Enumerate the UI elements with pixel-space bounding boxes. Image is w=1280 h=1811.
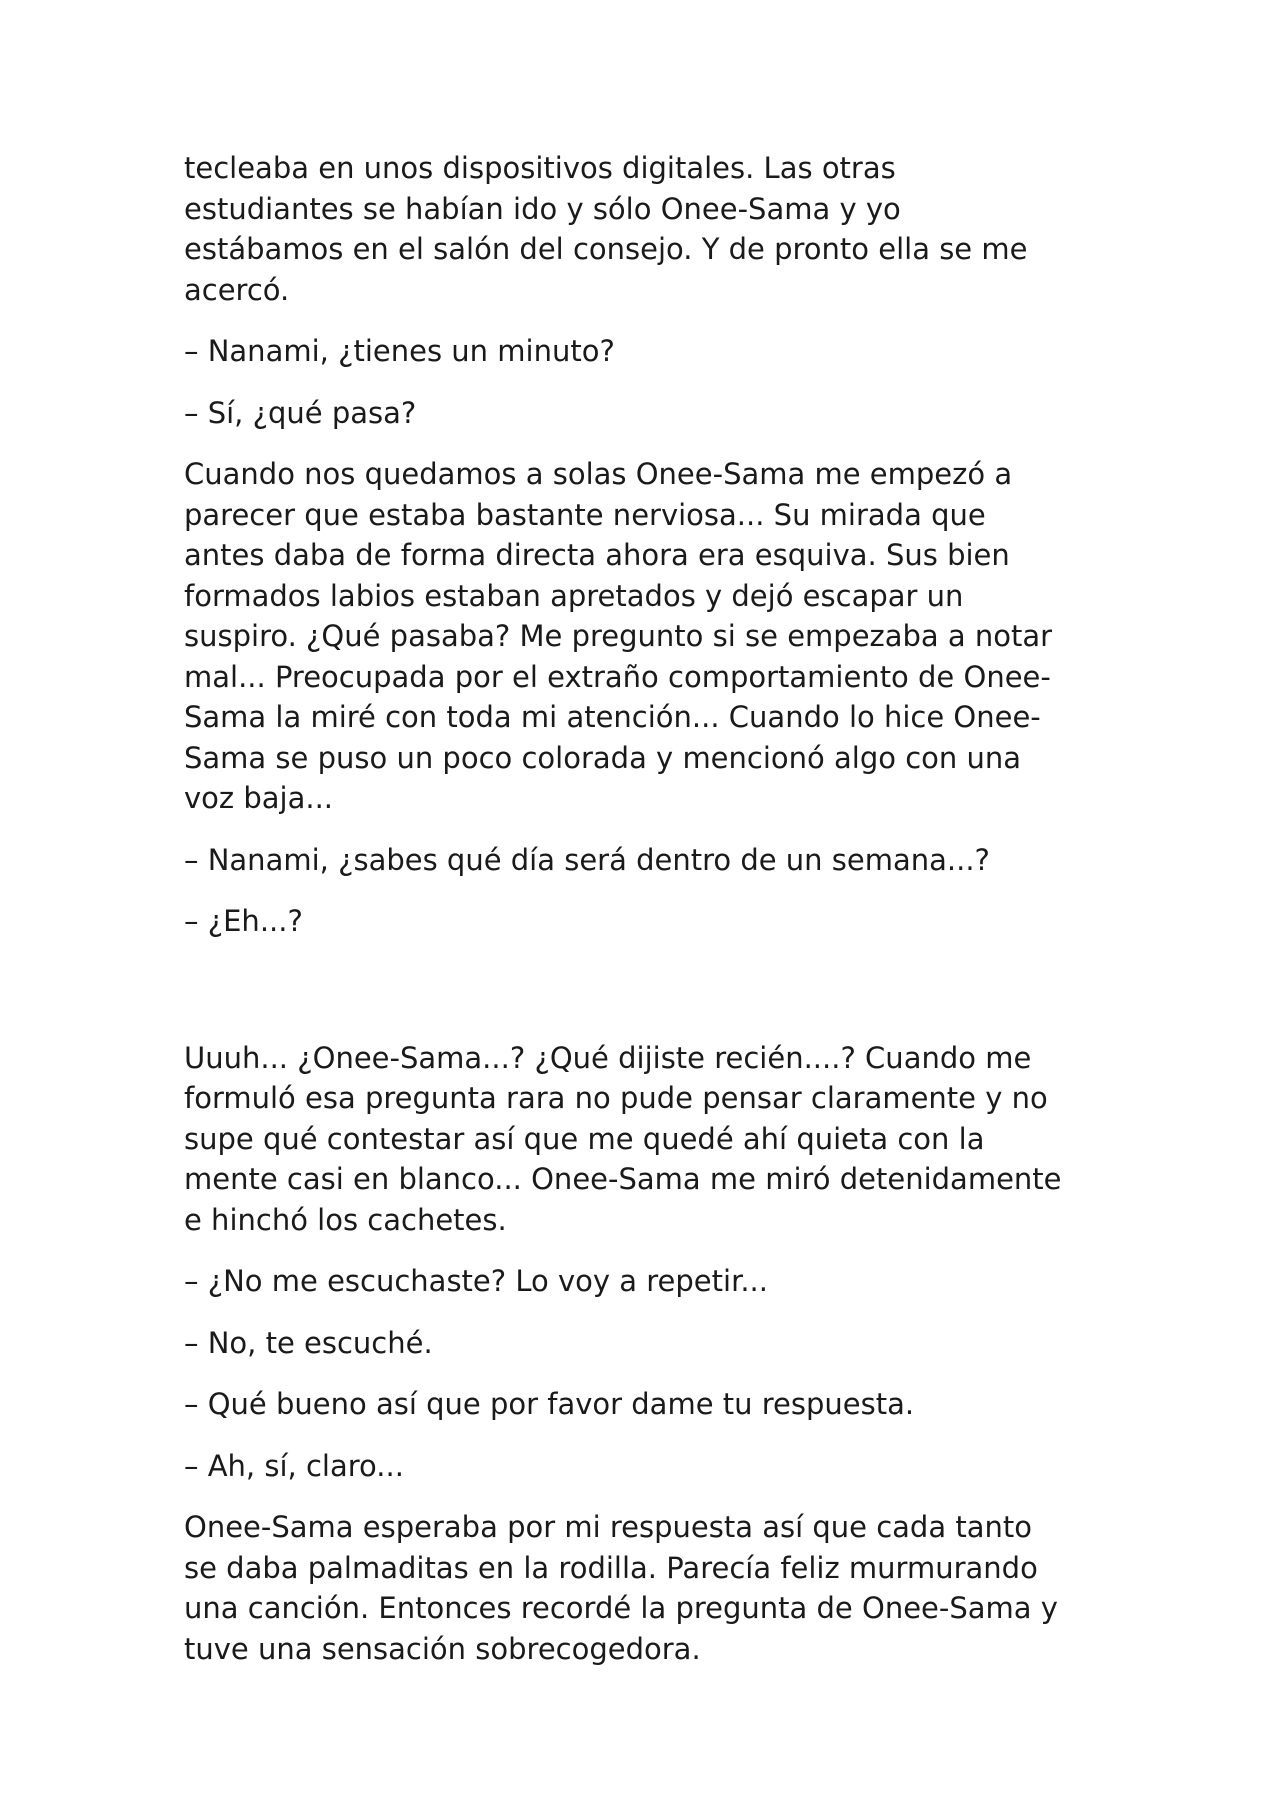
document-page [184,148,1114,1690]
dialogue-line: – Qué bueno así que por favor dame tu respuesta. [184,1387,915,1421]
narrative-paragraph: Cuando nos quedamos a solas Onee-Sama me empezó a parecer que estaba bastante nerviosa... Su mirada que antes daba de forma directa ahora era esquiva. Sus bien formados labios estaban apretados y dejó escapar un suspiro. ¿Qué pasaba? Me pregunto si se empezaba a notar mal... Preocupada por el extraño comportamiento de Onee- Sama la miré con toda mi atención... Cuando lo hice Onee- Sama se puso un poco colorada y mencionó algo con una voz baja... [184,457,1053,815]
dialogue-line: – ¿No me escuchaste? Lo voy a repetir... [184,1264,768,1298]
dialogue-line: – Ah, sí, claro... [184,1448,404,1483]
dialogue-line: – No, te escuché. [184,1325,433,1360]
dialogue-line: – Nanami, ¿sabes qué día será dentro de un semana...? [184,842,990,877]
dialogue-line: – ¿Eh...? [184,904,303,938]
narrative-paragraph: tecleaba en unos dispositivos digitales. Las otras estudiantes se habían ido y sólo Onee-Sama y yo estábamos en el salón del consejo. Y de pronto ella se me acercó. [184,151,1028,307]
dialogue-line: – Sí, ¿qué pasa? [184,395,417,430]
narrative-paragraph: Uuuh... ¿Onee-Sama...? ¿Qué dijiste recién....? Cuando me formuló esa pregunta rara no pude pensar claramente y no supe qué contestar así que me quedé ahí quieta con la mente casi en blanco... Onee-Sama me miró detenidamente e hinchó los cachetes. [184,1040,1062,1237]
narrative-paragraph: Onee-Sama esperaba por mi respuesta así que cada tanto se daba palmaditas en la rodilla. Parecía feliz murmurando una canción. Entonces recordé la pregunta de Onee-Sama y tuve una sensación sobrecogedora. [184,1510,1058,1666]
dialogue-line: – Nanami, ¿tienes un minuto? [184,334,615,368]
